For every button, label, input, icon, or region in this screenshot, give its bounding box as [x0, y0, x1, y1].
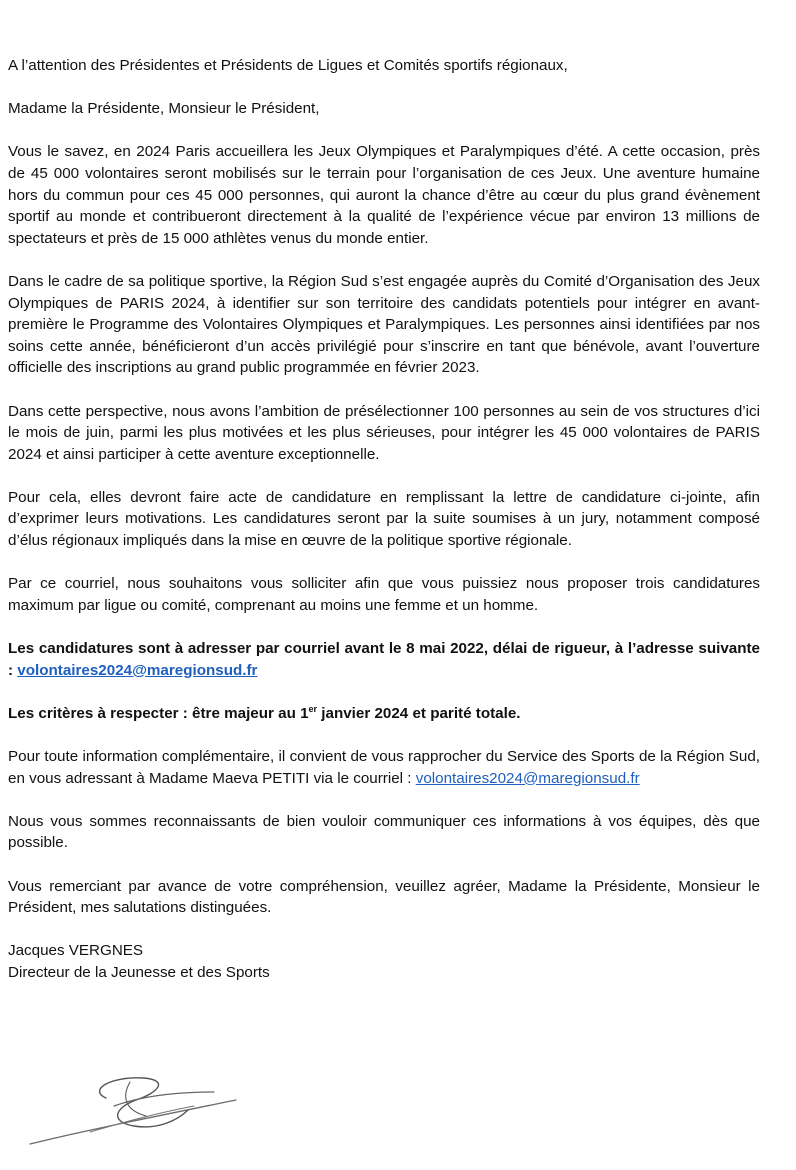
signature-block: [8, 940, 760, 983]
criteria-text-after: janvier 2024 et parité totale.: [317, 704, 521, 722]
paragraph-contact: [8, 746, 760, 789]
criteria-superscript: er: [308, 703, 318, 714]
paragraph-preselection: Dans cette perspective, nous avons l’ambition de présélectionner 100 personnes au sein de vos structures d’ici le mois de juin, parmi les plus motivées et les plus sérieuses, pour intégrer les 45 000 volontaires de PARIS 2024 et ainsi participer à cette aventure exceptionnelle.: [8, 402, 760, 463]
paragraph-request: Par ce courriel, nous souhaitons vous solliciter afin que vous puissiez nous proposer trois candidatures maximum par ligue ou comité, comprenant au moins une femme et un homme.: [8, 575, 760, 614]
paragraph-intro: Vous le savez, en 2024 Paris accueillera les Jeux Olympiques et Paralympiques d’été. A cette occasion, près de 45 000 volontaires seront mobilisés sur le terrain pour l’organisation de ces Jeux. Une aventure humaine hors du commun pour ces 45 000 personnes, qui auront la chance d’être au cœur du plus grand évènement sportif au monde et contribueront directement à la qualité de l’expérience vécue par environ 13 millions de spectateurs et près de 15 000 athlètes venus du monde entier.: [8, 143, 760, 247]
deadline-text: Les candidatures sont à adresser par courriel avant le 8 mai 2022, délai de rigueur, à l’adresse suivante :: [8, 640, 760, 679]
paragraph-closing: Vous remerciant par avance de votre compréhension, veuillez agréer, Madame la Présidente, Monsieur le Président, mes salutations distinguées.: [8, 877, 760, 917]
paragraph-thanks: Nous vous sommes reconnaissants de bien vouloir communiquer ces informations à vos équipes, dès que possible.: [8, 812, 760, 852]
signer-title: Directeur de la Jeunesse et des Sports: [8, 963, 270, 981]
contact-text: Pour toute information complémentaire, il convient de vous rapprocher du Service des Sports de la Région Sud, en vous adressant à Madame Maeva PETITI via le courriel :: [8, 748, 760, 787]
letter-body: [8, 55, 760, 984]
signer-name: Jacques VERGNES: [8, 942, 144, 960]
paragraph-region-commitment: Dans le cadre de sa politique sportive, la Région Sud s’est engagée auprès du Comité d’Organisation des Jeux Olympiques de PARIS 2024, à identifier sur son territoire des candidats potentiels pour intégrer en avant-première le Programme des Volontaires Olympiques et Paralympiques. Les personnes ainsi identifiées par nos soins cette année, bénéficieront d’un accès privilégié pour s’inscrire en tant que bénévole, avant l’ouverture officielle des inscriptions au grand public programmée en février 2023.: [8, 272, 760, 377]
paragraph-criteria: [8, 703, 760, 725]
handwritten-signature: [18, 1062, 248, 1162]
paragraph-deadline: [8, 638, 760, 681]
contact-email-link[interactable]: volontaires2024@maregionsud.fr: [415, 769, 640, 787]
paragraph-application: Pour cela, elles devront faire acte de candidature en remplissant la lettre de candidature ci-jointe, afin d’exprimer leurs motivations. Les candidatures seront par la suite soumises à un jury, notamment composé d’élus régionaux impliqués dans la mise en œuvre de la politique sportive régionale.: [8, 488, 760, 550]
criteria-text-before: Les critères à respecter : être majeur au 1: [8, 704, 309, 722]
email-link[interactable]: volontaires2024@maregionsud.fr: [17, 661, 258, 679]
salutation-line: A l’attention des Présidentes et Présidents de Ligues et Comités sportifs régionaux,: [8, 57, 568, 74]
greeting: Madame la Présidente, Monsieur le Président,: [8, 100, 320, 118]
